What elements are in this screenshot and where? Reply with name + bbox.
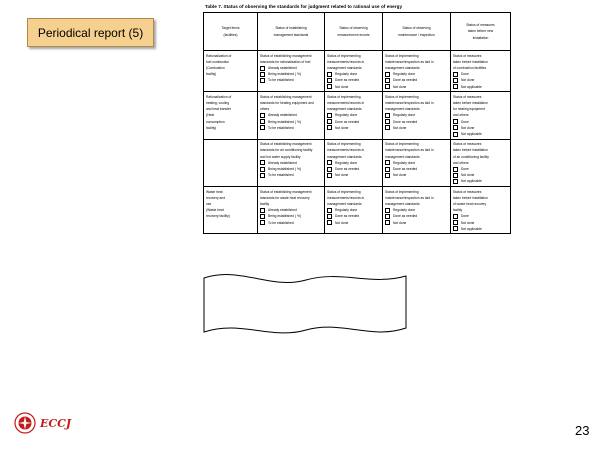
checkbox-label: Done as needed	[393, 78, 418, 83]
checkbox-option[interactable]	[385, 220, 448, 226]
checkbox-option[interactable]	[327, 125, 380, 131]
checkbox-label: Done as needed	[335, 119, 360, 124]
cell-text-line: standards for heating equipment and	[260, 100, 314, 105]
table-row	[204, 187, 600, 234]
cell-text-line: measurements/records in	[327, 195, 365, 200]
checkbox-label: Not done	[393, 84, 407, 89]
cell-text-line: others	[260, 107, 270, 112]
checkbox-icon[interactable]	[453, 214, 458, 219]
cell-text-line: Status of implementing	[327, 94, 361, 99]
cell-text-line: standards for air conditioning facility	[260, 148, 313, 153]
checkbox-label: Not done	[335, 125, 349, 130]
checkbox-label: Not done	[393, 125, 407, 130]
checkbox-icon[interactable]	[327, 72, 332, 77]
table-row	[204, 51, 600, 92]
header-spacer	[511, 13, 600, 51]
checkbox-icon[interactable]	[327, 113, 332, 118]
row-target-label: Rationalization of fuel combustion (Combustion facility)	[204, 51, 258, 92]
cell-text-line: of combustion facilities	[453, 65, 487, 70]
page-torn-edge	[196, 270, 426, 345]
cell-text-line: Status of implementing	[327, 53, 361, 58]
checkbox-icon[interactable]	[385, 119, 390, 124]
cell-c2	[258, 139, 325, 186]
checkbox-label: Not done	[335, 173, 349, 178]
cell-text-line: Status of establishing management	[260, 94, 312, 99]
cell-c4	[383, 139, 451, 186]
checkbox-icon[interactable]	[260, 78, 265, 83]
checkbox-icon[interactable]	[260, 125, 265, 130]
checkbox-icon[interactable]	[385, 173, 390, 178]
cell-c3	[325, 92, 383, 139]
cell-c4	[383, 187, 451, 234]
row-spacer	[511, 187, 600, 234]
eccj-emblem-icon	[14, 412, 36, 434]
cell-text-line: standards for rationalization of fuel	[260, 59, 311, 64]
checkbox-label: Already established	[268, 65, 297, 70]
cell-text-line: management standards	[327, 65, 362, 70]
checkbox-icon[interactable]	[385, 167, 390, 172]
checkbox-icon[interactable]	[327, 208, 332, 213]
checkbox-icon[interactable]	[453, 78, 458, 83]
row-target-label: Waste heat recovery and use (Waste heat recovery facility)	[204, 187, 258, 234]
checkbox-icon[interactable]	[260, 214, 265, 219]
checkbox-icon[interactable]	[385, 72, 390, 77]
cell-c5	[451, 139, 511, 186]
cell-text-line: management standards	[327, 107, 362, 112]
checkbox-option[interactable]	[260, 220, 322, 226]
checkbox-icon[interactable]	[385, 220, 390, 225]
checkbox-icon[interactable]	[453, 226, 458, 231]
checkbox-label: Not done	[335, 220, 349, 225]
checkbox-label: Regularly done	[393, 113, 416, 118]
report-title-label: Periodical report (5)	[37, 25, 144, 40]
cell-text-line: maintenance/inspection as laid in	[385, 59, 434, 64]
cell-text-line: Status of measures	[453, 142, 482, 147]
page-number: 23	[575, 423, 590, 438]
checkbox-label: Already established	[268, 208, 297, 213]
checkbox-option[interactable]	[385, 172, 448, 178]
checkbox-option[interactable]	[453, 84, 508, 90]
checkbox-label: Not applicable	[461, 84, 482, 89]
cell-text-line: and others	[453, 113, 469, 118]
standards-table	[203, 12, 600, 234]
checkbox-label: To be established	[268, 78, 294, 83]
checkbox-option[interactable]	[260, 172, 322, 178]
cell-text-line: management standards	[385, 201, 420, 206]
checkbox-option[interactable]	[453, 178, 508, 184]
eccj-logo-text: ECCJ	[40, 416, 72, 430]
checkbox-icon[interactable]	[385, 84, 390, 89]
checkbox-label: Not done	[461, 78, 475, 83]
checkbox-label: Done as needed	[335, 214, 360, 219]
cell-text-line: Status of implementing	[385, 53, 419, 58]
header-measurement: Status of observing measurement records	[325, 13, 383, 51]
cell-text-line: Status of measures	[453, 94, 482, 99]
checkbox-icon[interactable]	[260, 113, 265, 118]
header-maintenance: Status of observing maintenance / inspection	[383, 13, 451, 51]
checkbox-icon[interactable]	[453, 132, 458, 137]
checkbox-icon[interactable]	[260, 208, 265, 213]
checkbox-label: Not done	[461, 125, 475, 130]
cell-text-line: Status of establishing management	[260, 142, 312, 147]
checkbox-label: Done	[461, 119, 469, 124]
checkbox-icon[interactable]	[260, 173, 265, 178]
checkbox-icon[interactable]	[453, 72, 458, 77]
cell-c4	[383, 51, 451, 92]
eccj-logo	[14, 412, 71, 434]
checkbox-label: Not done	[335, 84, 349, 89]
header-measures: Status of measures taken before new installation	[451, 13, 511, 51]
cell-text-line: Status of implementing	[385, 142, 419, 147]
cell-text-line: Status of implementing	[327, 142, 361, 147]
checkbox-icon[interactable]	[327, 84, 332, 89]
checkbox-icon[interactable]	[453, 179, 458, 184]
checkbox-icon[interactable]	[260, 72, 265, 77]
row-spacer	[511, 139, 600, 186]
checkbox-option[interactable]	[327, 172, 380, 178]
checkbox-icon[interactable]	[260, 119, 265, 124]
checkbox-label: Done as needed	[335, 166, 360, 171]
checkbox-label: Regularly done	[393, 72, 416, 77]
cell-c2	[258, 51, 325, 92]
checkbox-label: To be established	[268, 173, 294, 178]
checkbox-label: Regularly done	[335, 208, 358, 213]
checkbox-label: Done as needed	[393, 214, 418, 219]
checkbox-label: Not applicable	[461, 226, 482, 231]
cell-text-line: Status of measures	[453, 189, 482, 194]
cell-text-line: facility	[260, 201, 270, 206]
checkbox-icon[interactable]	[327, 214, 332, 219]
checkbox-label: Regularly done	[335, 160, 358, 165]
checkbox-icon[interactable]	[327, 78, 332, 83]
checkbox-label: Not done	[393, 173, 407, 178]
checkbox-label: To be established	[268, 125, 294, 130]
cell-text-line: maintenance/inspection as laid in	[385, 195, 434, 200]
cell-text-line: of waste heat recovery	[453, 201, 487, 206]
checkbox-icon[interactable]	[260, 167, 265, 172]
checkbox-icon[interactable]	[327, 125, 332, 130]
checkbox-label: Regularly done	[393, 208, 416, 213]
cell-c5	[451, 51, 511, 92]
checkbox-option[interactable]	[260, 125, 322, 131]
checkbox-label: Not done	[461, 173, 475, 178]
checkbox-icon[interactable]	[327, 119, 332, 124]
cell-text-line: taken before installation	[453, 195, 488, 200]
checkbox-icon[interactable]	[453, 84, 458, 89]
checkbox-label: Already established	[268, 113, 297, 118]
checkbox-label: Being established ( %)	[268, 166, 301, 171]
cell-text-line: facility	[453, 208, 463, 213]
header-establishing: Status of establishing management standards	[258, 13, 325, 51]
table-header-row	[204, 13, 600, 51]
checkbox-label: Not applicable	[461, 131, 482, 136]
checkbox-option[interactable]	[385, 84, 448, 90]
checkbox-icon[interactable]	[327, 167, 332, 172]
checkbox-option[interactable]	[260, 77, 322, 83]
cell-text-line: of air conditioning facility	[453, 154, 489, 159]
cell-c2	[258, 92, 325, 139]
report-title-badge	[27, 18, 154, 47]
cell-text-line: management standards	[385, 107, 420, 112]
cell-text-line: taken before installation	[453, 59, 488, 64]
checkbox-icon[interactable]	[327, 173, 332, 178]
checkbox-option[interactable]	[327, 84, 380, 90]
checkbox-option[interactable]	[385, 125, 448, 131]
cell-text-line: Status of implementing	[385, 189, 419, 194]
cell-c2	[258, 187, 325, 234]
checkbox-label: Done	[461, 214, 469, 219]
checkbox-label: Not done	[393, 220, 407, 225]
header-target-items: Target items (facilities)	[204, 13, 258, 51]
cell-text-line: measurements/records in	[327, 148, 365, 153]
checkbox-icon[interactable]	[327, 220, 332, 225]
cell-text-line: Status of establishing management	[260, 189, 312, 194]
checkbox-icon[interactable]	[453, 167, 458, 172]
checkbox-label: Done as needed	[335, 78, 360, 83]
cell-text-line: taken before installation	[453, 100, 488, 105]
checkbox-icon[interactable]	[385, 78, 390, 83]
checkbox-icon[interactable]	[260, 66, 265, 71]
cell-text-line: Status of implementing	[385, 94, 419, 99]
cell-text-line: maintenance/inspection as laid in	[385, 148, 434, 153]
checkbox-option[interactable]	[327, 220, 380, 226]
checkbox-label: Being established ( %)	[268, 72, 301, 77]
checkbox-option[interactable]	[453, 226, 508, 232]
checkbox-label: Being established ( %)	[268, 119, 301, 124]
checkbox-label: Not applicable	[461, 179, 482, 184]
checkbox-label: Done	[461, 72, 469, 77]
checkbox-icon[interactable]	[453, 220, 458, 225]
cell-text-line: maintenance/inspection as laid in	[385, 100, 434, 105]
checkbox-label: To be established	[268, 220, 294, 225]
cell-text-line: management standards	[327, 154, 362, 159]
cell-text-line: for heating equipment	[453, 107, 485, 112]
cell-text-line: and hot water supply facility	[260, 154, 301, 159]
table-title: Table 7. Status of observing the standards for judgment related to rational use of energy	[205, 4, 403, 9]
checkbox-option[interactable]	[453, 131, 508, 137]
cell-text-line: Status of implementing	[327, 189, 361, 194]
checkbox-icon[interactable]	[385, 214, 390, 219]
checkbox-icon[interactable]	[327, 160, 332, 165]
cell-text-line: management standards	[385, 65, 420, 70]
cell-text-line: taken before installation	[453, 148, 488, 153]
checkbox-icon[interactable]	[385, 125, 390, 130]
cell-c3	[325, 51, 383, 92]
checkbox-icon[interactable]	[385, 208, 390, 213]
row-spacer	[511, 92, 600, 139]
cell-text-line: Status of establishing management	[260, 53, 312, 58]
cell-text-line: Status of measures	[453, 53, 482, 58]
checkbox-icon[interactable]	[260, 220, 265, 225]
cell-text-line: standards for waste heat recovery	[260, 195, 310, 200]
checkbox-icon[interactable]	[453, 125, 458, 130]
checkbox-label: Done	[461, 166, 469, 171]
table-row	[204, 92, 600, 139]
cell-text-line: measurements/records in	[327, 59, 365, 64]
cell-text-line: management standards	[327, 201, 362, 206]
row-target-label	[204, 139, 258, 186]
checkbox-label: Not done	[461, 220, 475, 225]
checkbox-label: Regularly done	[335, 113, 358, 118]
checkbox-label: Done as needed	[393, 119, 418, 124]
checkbox-label: Done as needed	[393, 166, 418, 171]
row-target-label: Rationalization of heating, cooling and heat transfer (Heat consumption facility)	[204, 92, 258, 139]
cell-c5	[451, 187, 511, 234]
checkbox-icon[interactable]	[453, 173, 458, 178]
cell-text-line: measurements/records in	[327, 100, 365, 105]
cell-c3	[325, 139, 383, 186]
cell-c3	[325, 187, 383, 234]
row-spacer	[511, 51, 600, 92]
checkbox-label: Already established	[268, 160, 297, 165]
cell-c4	[383, 92, 451, 139]
checkbox-label: Regularly done	[393, 160, 416, 165]
cell-text-line: management standards	[385, 154, 420, 159]
cell-text-line: and others	[453, 160, 469, 165]
checkbox-icon[interactable]	[260, 160, 265, 165]
cell-c5	[451, 92, 511, 139]
checkbox-label: Being established ( %)	[268, 214, 301, 219]
checkbox-icon[interactable]	[385, 160, 390, 165]
checkbox-icon[interactable]	[385, 113, 390, 118]
checkbox-icon[interactable]	[453, 119, 458, 124]
table-row	[204, 139, 600, 186]
checkbox-label: Regularly done	[335, 72, 358, 77]
